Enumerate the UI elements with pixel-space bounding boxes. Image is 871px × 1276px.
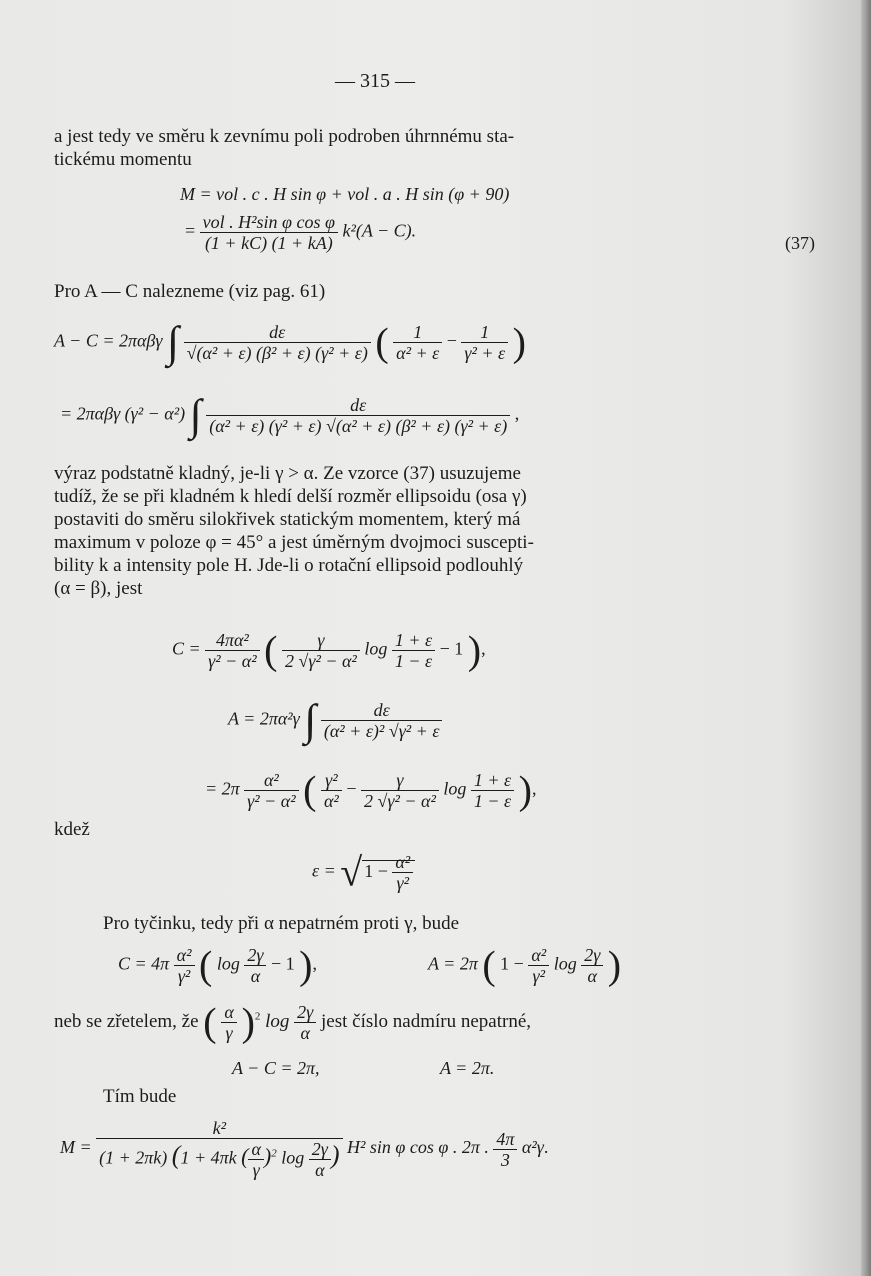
fraction [184,322,371,363]
paren: ) [467,627,482,673]
fraction [309,1139,331,1180]
fraction [392,630,435,671]
equation-term: C = [172,638,201,659]
paragraph-line: Pro tyčinku, tedy při α nepatrném proti γ, bude [103,913,460,934]
numerator: 1 + ε [473,770,512,790]
paragraph-line: neb se zřetelem, že ( $\frac{\alpha}{\gamma}$ )$^2$ log $\frac{2\gamma}{\alpha}$ jest číslo nadmíru nepatrné, [54,999,532,1045]
paren: ) [607,942,622,988]
equation-term: − 1 [270,953,295,974]
paragraph-line: (α = β), jest [54,578,143,599]
numerator: γ² [325,770,338,790]
integral-sign: ∫ [304,695,317,745]
denominator: 2 √γ² − α² [282,650,360,671]
denominator: (α² + ε)² √γ² + ε [321,720,443,741]
numerator: 2γ [584,945,601,965]
equation-term: 1 + 4πk [180,1147,237,1168]
paragraph-line: tudíž, že se při kladném k hledí delší rozměr ellipsoidu (osa γ) [54,486,527,507]
fraction [581,945,603,986]
equation-term: ε = [312,860,336,881]
denominator: α [309,1159,331,1180]
fraction [294,1002,316,1043]
log-term: log [265,1010,290,1032]
fraction [96,1118,342,1180]
numerator: 2γ [247,945,264,965]
paragraph-line: tickému momentu [54,149,192,170]
numerator: α² [531,945,547,965]
fraction [361,770,439,811]
equation-term: A − C = 2παβγ [54,330,163,351]
log-term: log [364,638,388,659]
denominator: α [294,1022,316,1043]
equation-m-line2: = $\frac{\text{vol . H²sin φ cos φ}}{(1 + kC) (1 + kA)}$ k²(A − C). [185,212,417,253]
equation-a-minus-c-2: = 2παβγ (γ² − α²) ∫ $\frac{d\varepsilon}{\text{(α² + ε) (γ² + ε) √(α² + ε) (β² + ε) (γ² + ε)}}$ , [60,390,520,440]
paren: ) [518,767,532,813]
equation-m-line1: M = vol . c . H sin φ + vol . a . H sin (φ + 90) [180,184,510,204]
page-number: — 315 — [335,70,415,92]
denominator: γ² + ε [461,342,508,363]
paren: ( [264,627,278,673]
paren: ( [199,942,213,988]
denominator: γ [221,1022,236,1043]
paragraph-line: výraz podstatně kladný, je-li γ > α. Ze vzorce (37) usuzujeme [54,463,521,484]
fraction [206,395,510,436]
denominator: (α² + ε) (γ² + ε) √(α² + ε) (β² + ε) (γ² + ε) [206,415,510,436]
numerator: 4πα² [215,630,249,650]
denominator: γ [248,1159,263,1180]
fraction [321,770,342,811]
equation-c-rod: C = 4π $\frac{\text{α²}}{\text{γ²}}$ ( log $\frac{2\gamma}{\alpha}$ − 1 ), [118,942,317,988]
equation-term: H² sin φ cos φ . 2π . [347,1137,489,1158]
equation-limit-1: A − C = 2π, [232,1058,320,1078]
denominator: α [581,965,603,986]
denominator: γ² − α² [205,650,259,671]
numerator: vol . H²sin φ cos φ [202,212,335,232]
fraction [200,212,338,253]
numerator: 2γ [311,1139,328,1159]
denominator: 2 √γ² − α² [361,790,439,811]
denominator: γ² [174,965,195,986]
paragraph-line: kdež [54,819,90,840]
denominator: (1 + 2πk) (1 + 4πk ( $\frac{\alpha}{\gamma}$ )$^2$ log $\frac{2\gamma}{\alpha}$ ) [96,1138,342,1180]
fraction [393,322,442,363]
numerator: 1 + ε [394,630,433,650]
denominator: 1 − ε [471,790,514,811]
fraction [528,945,549,986]
equation-final-m: M = k² (1 + 2πk) (1 + 4πk ( $\frac{\alpha}{\gamma}$ )$^2$ log $\frac{2\gamma}{\alpha}$ ) H² sin φ cos φ . 2π . $\frac{4\pi}{3}$ α²γ. [60,1118,549,1180]
denominator: α² [321,790,342,811]
paragraph-line: postaviti do směru silokřivek statickým momentem, který má [54,509,521,530]
equation-epsilon: ε = √ 1 − $\frac{\text{α²}}{\text{γ²}}$ [312,852,415,893]
numerator: 1 [480,322,490,342]
equation-term: A = 2π [428,953,478,974]
equation-a-rod: A = 2π ( 1 − $\frac{\text{α²}}{\text{γ²}}$ log $\frac{2\gamma}{\alpha}$ ) [428,942,622,988]
denominator: γ² [528,965,549,986]
equation-term: = 2π [205,778,240,799]
denominator: γ² [392,872,413,893]
paren: ) [512,319,526,365]
numerator: α² [395,852,411,872]
equation-c: C = $\frac{\text{4πα²}}{\text{γ² − α²}}$ ( $\frac{\gamma}{\text{2 √γ² − α²}}$ log $\frac{1 + \varepsilon}{1 - \varepsilon}$ − 1 ), [172,627,486,673]
numerator: dε [350,395,367,415]
equation-a-minus-c: A − C = 2παβγ ∫ $\frac{d\varepsilon}{\text{√(α² + ε) (β² + ε) (γ² + ε)}}$ ( $\frac{1}{\text{α² + ε}}$ − $\frac{1}{\text{γ² + ε}}$ ) [54,317,526,367]
paragraph-line: Pro A — C nalezneme (viz pag. 61) [54,281,326,302]
numerator: α [224,1002,234,1022]
denominator: α [244,965,266,986]
numerator: α² [263,770,279,790]
numerator: 2γ [297,1002,314,1022]
equation-term: A = 2πα²γ [228,708,300,729]
log-term: log [281,1147,305,1168]
denominator: γ² − α² [244,790,298,811]
equation-number: (37) [785,233,815,253]
paren: ( [482,942,496,988]
log-term: log [443,778,467,799]
numerator: 1 [413,322,423,342]
paren: ( [303,767,317,813]
equation-term: = 2παβγ (γ² − α²) [60,403,186,424]
equation-term: − 1 [439,638,464,659]
paren: ( [203,999,217,1045]
numerator: α [251,1139,261,1159]
log-term: log [216,953,240,974]
numerator: γ [396,770,404,790]
equation-limit-2: A = 2π. [440,1058,495,1078]
fraction [392,852,413,893]
equation-a [228,695,442,745]
equation-term: C = 4π [118,953,170,974]
equation-term: M = [60,1137,92,1158]
text-span: jest číslo nadmíru nepatrné, [321,1010,532,1032]
integral-sign: ∫ [167,317,180,367]
fraction [205,630,259,671]
denominator: 1 − ε [392,650,435,671]
fraction [244,770,298,811]
fraction [493,1129,517,1170]
equation-term: k²(A − C). [342,220,417,241]
numerator: γ [317,630,325,650]
log-term: log [553,953,577,974]
numerator: k² [212,1118,227,1138]
numerator: dε [373,700,390,720]
fraction [282,630,360,671]
fraction [174,945,195,986]
equation-term: (1 + 2πk) [99,1147,168,1168]
sqrt-sign: √ [340,849,363,895]
denominator: (1 + kC) (1 + kA) [200,232,338,253]
denominator: α² + ε [393,342,442,363]
fraction [321,700,443,741]
paragraph-line: a jest tedy ve směru k zevnímu poli podroben úhrnnému sta- [54,126,515,147]
paren: ) [241,999,255,1045]
paragraph-line: bility k a intensity pole H. Jde-li o rotační ellipsoid podlouhlý [54,555,524,576]
integral-sign: ∫ [189,390,202,440]
paragraph-line: maximum v poloze φ = 45° a jest úměrným dvojmoci suscepti- [54,532,534,553]
fraction [471,770,514,811]
fraction [461,322,508,363]
equation-term: α²γ [521,1137,544,1158]
fraction [248,1139,263,1180]
numerator: 4π [496,1128,515,1149]
fraction [244,945,266,986]
page-edge-shadow [861,0,871,1276]
denominator: √(α² + ε) (β² + ε) (γ² + ε) [184,342,371,363]
numerator: α² [176,945,192,965]
fraction [221,1002,236,1043]
paragraph-line: Tím bude [103,1086,177,1107]
equation-a-2: = 2π $\frac{\text{α²}}{\text{γ² − α²}}$ ( $\frac{\text{γ²}}{\text{α²}}$ − $\frac{\gamma}{\text{2 √γ² − α²}}$ log $\frac{1 + \varepsilon}{1 - \varepsilon}$ ), [205,767,537,813]
denominator: 3 [493,1149,517,1170]
numerator: dε [269,322,286,342]
text-span: neb se zřetelem, že [54,1010,199,1032]
paren: ) [299,942,313,988]
paren: ( [375,319,389,365]
